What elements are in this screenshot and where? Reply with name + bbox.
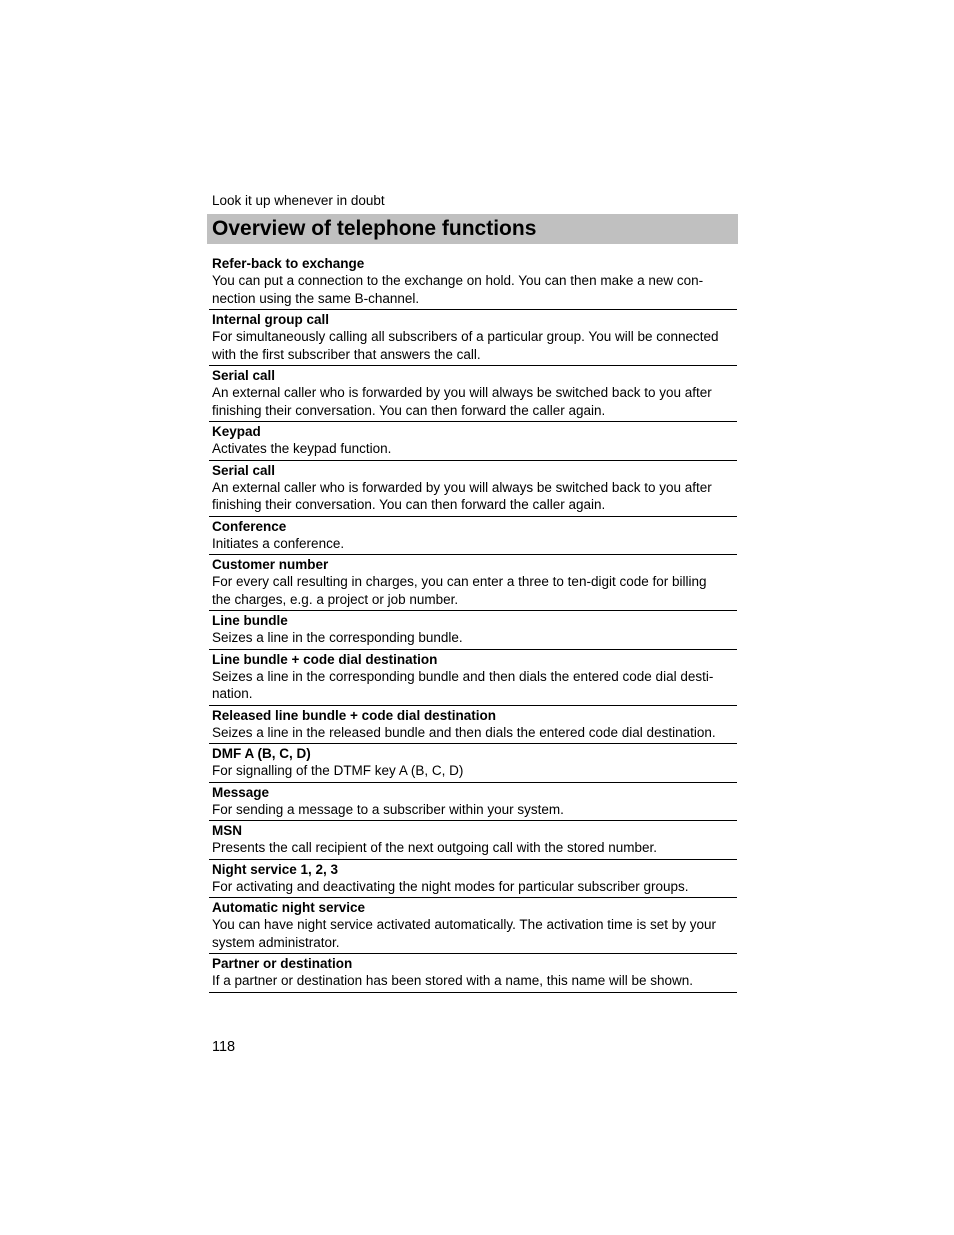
function-entry-title: MSN [212, 823, 242, 838]
function-entry-description: For sending a message to a subscriber within your system. [212, 801, 564, 817]
function-entry [209, 898, 737, 954]
function-entry-description: Presents the call recipient of the next outgoing call with the stored number. [212, 840, 658, 855]
function-entry-title: Refer-back to exchange [212, 256, 365, 271]
function-entry-title: Night service 1, 2, 3 [212, 861, 339, 877]
function-entry-title: Keypad [212, 424, 261, 439]
function-entry [209, 366, 737, 422]
function-entry-description: For every call resulting in charges, you can enter a three to ten-digit code for billing [212, 574, 707, 589]
function-entry-description: For simultaneously calling all subscribers of a particular group. You will be connected [212, 329, 719, 344]
function-entry-description: finishing their conversation. You can then forward the caller again. [212, 402, 606, 418]
function-entry [209, 611, 737, 650]
function-entry-description: For activating and deactivating the night modes for particular subscriber groups. [212, 878, 689, 894]
function-entry-title: Serial call [212, 462, 276, 478]
function-entry-description: with the first subscriber that answers the call. [212, 346, 481, 362]
function-entry-description: You can put a connection to the exchange on hold. You can then make a new con- [212, 273, 704, 288]
function-entry [209, 744, 737, 783]
function-entry-title: Conference [212, 518, 287, 534]
function-entry-title: Partner or destination [212, 956, 353, 971]
function-entry [209, 422, 737, 461]
function-entry [209, 517, 737, 556]
function-entry [209, 783, 737, 822]
function-entry-description: Seizes a line in the corresponding bundle. [212, 630, 463, 645]
page-title: Overview of telephone functions [212, 217, 537, 240]
function-entry-description: An external caller who is forwarded by you will always be switched back to you after [212, 385, 712, 400]
function-entry-title: Message [212, 784, 270, 800]
function-entry-description: system administrator. [212, 934, 340, 950]
function-entry [209, 706, 737, 745]
function-entry-title: Customer number [212, 557, 329, 572]
running-header: Look it up whenever in doubt [212, 193, 385, 208]
function-list [209, 254, 737, 993]
function-entry-description: the charges, e.g. a project or job number. [212, 591, 459, 607]
function-entry-title: Line bundle [212, 613, 288, 628]
function-entry-description: If a partner or destination has been stored with a name, this name will be shown. [212, 973, 694, 988]
function-entry-description: nation. [212, 686, 253, 701]
section-title-bar [207, 214, 738, 244]
function-entry-description: Activates the keypad function. [212, 441, 392, 456]
function-entry-description: nection using the same B-channel. [212, 290, 420, 306]
function-entry [209, 254, 737, 310]
function-entry-description: You can have night service activated automatically. The activation time is set by your [212, 917, 717, 932]
function-entry-title: Automatic night service [212, 900, 366, 915]
function-entry [209, 461, 737, 517]
function-entry-description: An external caller who is forwarded by you will always be switched back to you after [212, 479, 712, 495]
function-entry-title: Line bundle + code dial destination [212, 651, 438, 667]
function-entry-description: Seizes a line in the released bundle and then dials the entered code dial destination. [212, 724, 716, 740]
function-entry-title: Internal group call [212, 312, 330, 327]
function-entry-title: DMF A (B, C, D) [212, 746, 311, 761]
function-entry [209, 555, 737, 611]
page-number: 118 [212, 1039, 236, 1055]
function-entry [209, 954, 737, 993]
function-entry-title: Serial call [212, 368, 276, 383]
function-entry-description: Seizes a line in the corresponding bundle and then dials the entered code dial desti- [212, 668, 714, 684]
function-entry-description: Initiates a conference. [212, 535, 345, 551]
function-entry [209, 821, 737, 860]
function-entry-description: finishing their conversation. You can then forward the caller again. [212, 497, 606, 512]
function-entry [209, 650, 737, 706]
function-entry [209, 860, 737, 899]
function-entry [209, 310, 737, 366]
function-entry-description: For signalling of the DTMF key A (B, C, D) [212, 763, 464, 778]
function-entry-title: Released line bundle + code dial destination [212, 707, 496, 723]
